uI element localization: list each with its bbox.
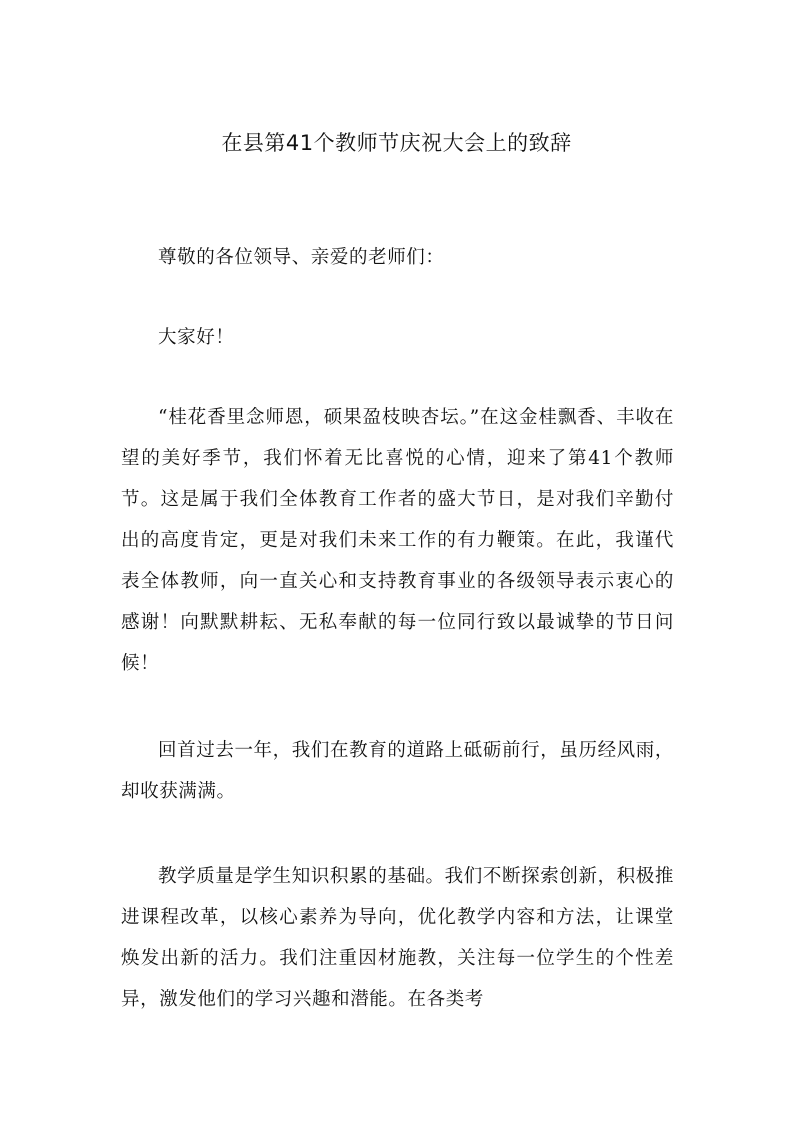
body-paragraph: 回首过去一年，我们在教育的道路上砥砺前行，虽历经风雨，却收获满满。 xyxy=(121,740,674,802)
body-paragraph: 教学质量是学生知识积累的基础。我们不断探索创新，积极推进课程改革，以核心素养为导向，优化教学内容和方法，让课堂焕发出新的活力。我们注重因材施教，关注每一位学生的个性差异，激发他们的学习兴趣和潜能。在各类考 xyxy=(121,866,674,1010)
document-title: 在县第41个教师节庆祝大会上的致辞 xyxy=(221,131,572,155)
body-paragraph: “桂花香里念师恩，硕果盈枝映杏坛。”在这金桂飘香、丰收在望的美好季节，我们怀着无比喜悦的心情，迎来了第41个教师节。这是属于我们全体教育工作者的盛大节日，是对我们辛勤付出的高度肯定，更是对我们未来工作的有力鞭策。在此，我谨代表全体教师，向一直关心和支持教育事业的各级领导表示衷心的感谢！向默默耕耘、无私奉献的每一位同行致以最诚挚的节日问候！ xyxy=(121,407,674,674)
salutation: 尊敬的各位领导、亲爱的老师们： xyxy=(158,247,445,268)
greeting: 大家好！ xyxy=(158,327,235,348)
